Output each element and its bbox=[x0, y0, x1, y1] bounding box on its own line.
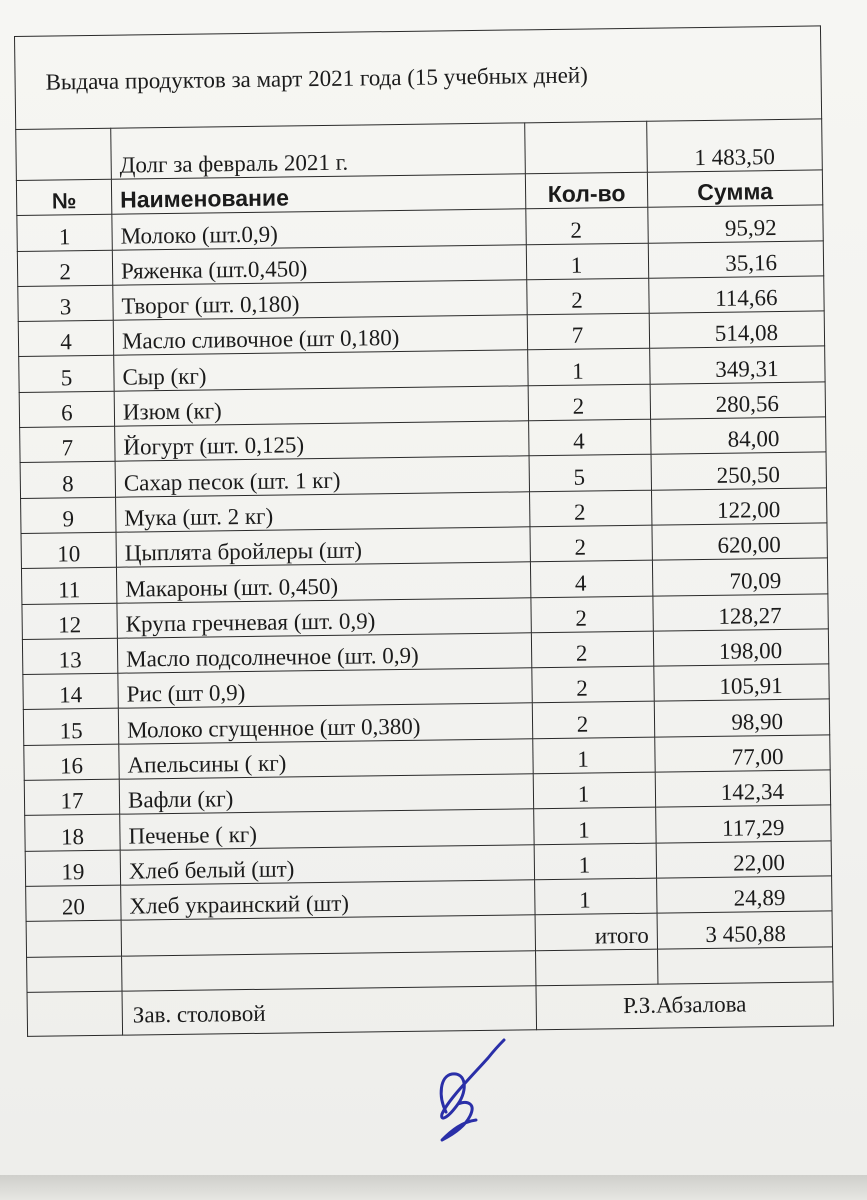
item-sum: 22,00 bbox=[656, 841, 831, 879]
item-sum: 84,00 bbox=[651, 417, 826, 455]
item-sum: 122,00 bbox=[651, 488, 826, 526]
signer-position: Зав. столовой bbox=[122, 986, 537, 1035]
item-sum: 70,09 bbox=[652, 558, 827, 596]
debt-sum: 1 483,50 bbox=[647, 119, 823, 172]
signature-empty-cell bbox=[27, 991, 123, 1036]
column-header-num: № bbox=[16, 179, 111, 216]
item-sum: 514,08 bbox=[649, 311, 824, 349]
item-name: Рис (шт 0,9) bbox=[118, 668, 532, 709]
products-table bbox=[14, 25, 834, 1036]
empty-name bbox=[122, 950, 536, 991]
item-name: Молоко сгущенное (шт 0,380) bbox=[118, 703, 532, 744]
item-name: Масло подсолнечное (шт. 0,9) bbox=[117, 633, 531, 674]
debt-qty-cell bbox=[525, 121, 648, 174]
item-qty: 4 bbox=[530, 560, 652, 597]
item-sum: 114,66 bbox=[649, 276, 824, 314]
item-name: Мука (шт. 2 кг) bbox=[116, 491, 530, 532]
item-name: Молоко (шт.0,9) bbox=[112, 209, 526, 250]
debt-label: Долг за февраль 2021 г. bbox=[111, 123, 526, 179]
item-num: 13 bbox=[22, 638, 117, 675]
item-qty: 2 bbox=[531, 596, 653, 633]
item-num: 19 bbox=[25, 850, 120, 887]
item-sum: 620,00 bbox=[652, 523, 827, 561]
total-label: итого bbox=[535, 913, 657, 950]
item-sum: 105,91 bbox=[654, 664, 829, 702]
item-qty: 1 bbox=[533, 772, 655, 809]
item-sum: 35,16 bbox=[648, 241, 823, 279]
item-qty: 4 bbox=[529, 419, 651, 456]
item-sum: 142,34 bbox=[655, 770, 830, 808]
item-num: 8 bbox=[20, 462, 115, 499]
item-name: Хлеб украинский (шт) bbox=[121, 880, 535, 921]
item-num: 10 bbox=[21, 532, 116, 569]
total-empty-num bbox=[26, 920, 121, 957]
table-surface bbox=[0, 1175, 867, 1200]
item-num: 6 bbox=[19, 391, 114, 428]
item-sum: 98,90 bbox=[654, 699, 829, 737]
empty-num bbox=[27, 956, 122, 993]
item-sum: 280,56 bbox=[650, 382, 825, 420]
title-row bbox=[15, 26, 822, 130]
item-qty: 1 bbox=[533, 737, 655, 774]
item-sum: 128,27 bbox=[653, 593, 828, 631]
item-num: 5 bbox=[19, 356, 114, 393]
item-name: Масло сливочное (шт 0,180) bbox=[113, 315, 527, 356]
item-sum: 95,92 bbox=[648, 205, 823, 243]
item-sum: 250,50 bbox=[651, 452, 826, 490]
item-qty: 2 bbox=[532, 666, 654, 703]
item-num: 3 bbox=[18, 285, 113, 322]
item-num: 9 bbox=[21, 497, 116, 534]
item-qty: 5 bbox=[529, 455, 651, 492]
item-num: 20 bbox=[26, 885, 121, 922]
item-qty: 2 bbox=[526, 208, 648, 245]
item-sum: 198,00 bbox=[653, 629, 828, 667]
item-qty: 7 bbox=[527, 313, 649, 350]
item-num: 14 bbox=[23, 673, 118, 710]
item-num: 17 bbox=[24, 779, 119, 816]
signature-row bbox=[27, 982, 834, 1037]
item-sum: 117,29 bbox=[656, 805, 831, 843]
item-name: Крупа гречневая (шт. 0,9) bbox=[117, 597, 531, 638]
item-name: Ряженка (шт.0,450) bbox=[112, 244, 526, 285]
item-sum: 77,00 bbox=[655, 735, 830, 773]
item-num: 2 bbox=[17, 250, 112, 287]
document-form bbox=[14, 25, 834, 1117]
item-num: 15 bbox=[23, 709, 118, 746]
item-num: 12 bbox=[22, 603, 117, 640]
item-name: Цыплята бройлеры (шт) bbox=[116, 527, 530, 568]
item-qty: 1 bbox=[535, 878, 657, 915]
item-sum: 349,31 bbox=[650, 346, 825, 384]
item-num: 7 bbox=[20, 426, 115, 463]
item-name: Вафли (кг) bbox=[119, 774, 533, 815]
item-name: Апельсины ( кг) bbox=[119, 739, 533, 780]
item-num: 1 bbox=[17, 215, 112, 252]
item-qty: 2 bbox=[530, 490, 652, 527]
empty-sum bbox=[658, 946, 833, 984]
item-qty: 2 bbox=[530, 525, 652, 562]
total-sum: 3 450,88 bbox=[657, 911, 832, 949]
item-qty: 2 bbox=[527, 278, 649, 315]
item-name: Хлеб белый (шт) bbox=[120, 844, 534, 885]
document-title: Выдача продуктов за март 2021 года (15 учебных дней) bbox=[15, 26, 822, 130]
signer-name: Р.З.Абзалова bbox=[536, 982, 834, 1030]
item-qty: 1 bbox=[534, 808, 656, 845]
item-num: 18 bbox=[25, 815, 120, 852]
item-name: Сыр (кг) bbox=[114, 350, 528, 391]
item-name: Печенье ( кг) bbox=[120, 809, 534, 850]
column-header-sum: Сумма bbox=[647, 170, 822, 208]
item-num: 11 bbox=[21, 567, 116, 604]
item-qty: 1 bbox=[526, 243, 648, 280]
item-qty: 2 bbox=[528, 384, 650, 421]
item-name: Изюм (кг) bbox=[114, 386, 528, 427]
item-qty: 1 bbox=[528, 349, 650, 386]
item-num: 16 bbox=[24, 744, 119, 781]
debt-empty-cell bbox=[16, 128, 112, 180]
column-header-name: Наименование bbox=[111, 174, 525, 215]
item-qty: 1 bbox=[534, 843, 656, 880]
item-qty: 2 bbox=[532, 702, 654, 739]
item-name: Творог (шт. 0,180) bbox=[113, 280, 527, 321]
column-header-qty: Кол-во bbox=[525, 172, 647, 209]
item-name: Йогурт (шт. 0,125) bbox=[115, 421, 529, 462]
item-sum: 24,89 bbox=[657, 876, 832, 914]
item-name: Сахар песок (шт. 1 кг) bbox=[115, 456, 529, 497]
item-num: 4 bbox=[18, 320, 113, 357]
total-empty-name bbox=[121, 915, 535, 956]
empty-qty bbox=[536, 949, 658, 986]
item-name: Макароны (шт. 0,450) bbox=[116, 562, 530, 603]
item-qty: 2 bbox=[531, 631, 653, 668]
